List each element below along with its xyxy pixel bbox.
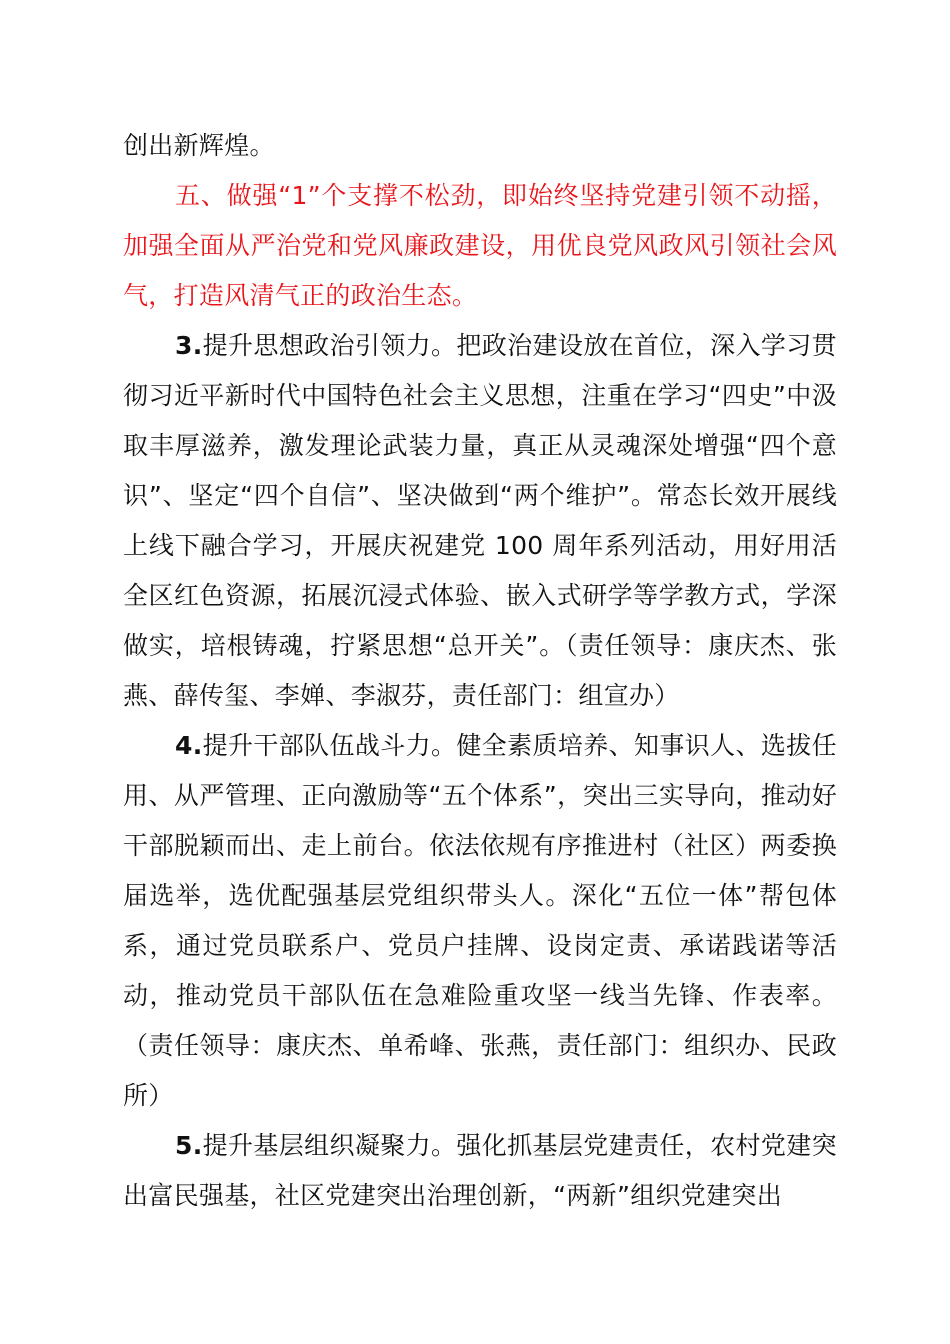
paragraph-text: 创出新辉煌。 bbox=[123, 131, 275, 160]
item-text: 提升思想政治引领力。把政治建设放在首位，深入学习贯彻习近平新时代中国特色社会主义思想，注重在学习“四史”中汲取丰厚滋养，激发理论武装力量，真正从灵魂深处增强“四个意识”、坚定“四个自信”、坚决做到“两个维护”。常态长效开展线上线下融合学习，开展庆祝建党 100 周年系列活动，用好用活全区红色资源，拓展沉浸式体验、嵌入式研学等学教方式，学深做实，培根铸魂，拧紧思想“总开关”。（责任领导：康庆杰、张燕、薛传玺、李婵、李淑芬，责任部门：组宣办） bbox=[123, 331, 837, 710]
document-page bbox=[123, 121, 837, 1221]
item-number: 5. bbox=[175, 1131, 203, 1160]
paragraph-continuation bbox=[123, 121, 837, 171]
item-3-paragraph bbox=[123, 321, 837, 721]
item-text: 提升干部队伍战斗力。健全素质培养、知事识人、选拔任用、从严管理、正向激励等“五个体系”，突出三实导向，推动好干部脱颖而出、走上前台。依法依规有序推进村（社区）两委换届选举，选优配强基层党组织带头人。深化“五位一体”帮包体系，通过党员联系户、党员户挂牌、设岗定责、承诺践诺等活动，推动党员干部队伍在急难险重攻坚一线当先锋、作表率。（责任领导：康庆杰、单希峰、张燕，责任部门：组织办、民政所） bbox=[123, 731, 837, 1110]
item-number: 4. bbox=[175, 731, 203, 760]
item-text: 提升基层组织凝聚力。强化抓基层党建责任，农村党建突出富民强基，社区党建突出治理创新，“两新”组织党建突出 bbox=[123, 1131, 837, 1210]
item-number: 3. bbox=[175, 331, 203, 360]
section-heading-text: 五、做强“1”个支撑不松劲，即始终坚持党建引领不动摇，加强全面从严治党和党风廉政建设，用优良党风政风引领社会风气，打造风清气正的政治生态。 bbox=[123, 181, 837, 310]
item-5-paragraph bbox=[123, 1121, 837, 1221]
item-4-paragraph bbox=[123, 721, 837, 1121]
section-heading-five bbox=[123, 171, 837, 321]
